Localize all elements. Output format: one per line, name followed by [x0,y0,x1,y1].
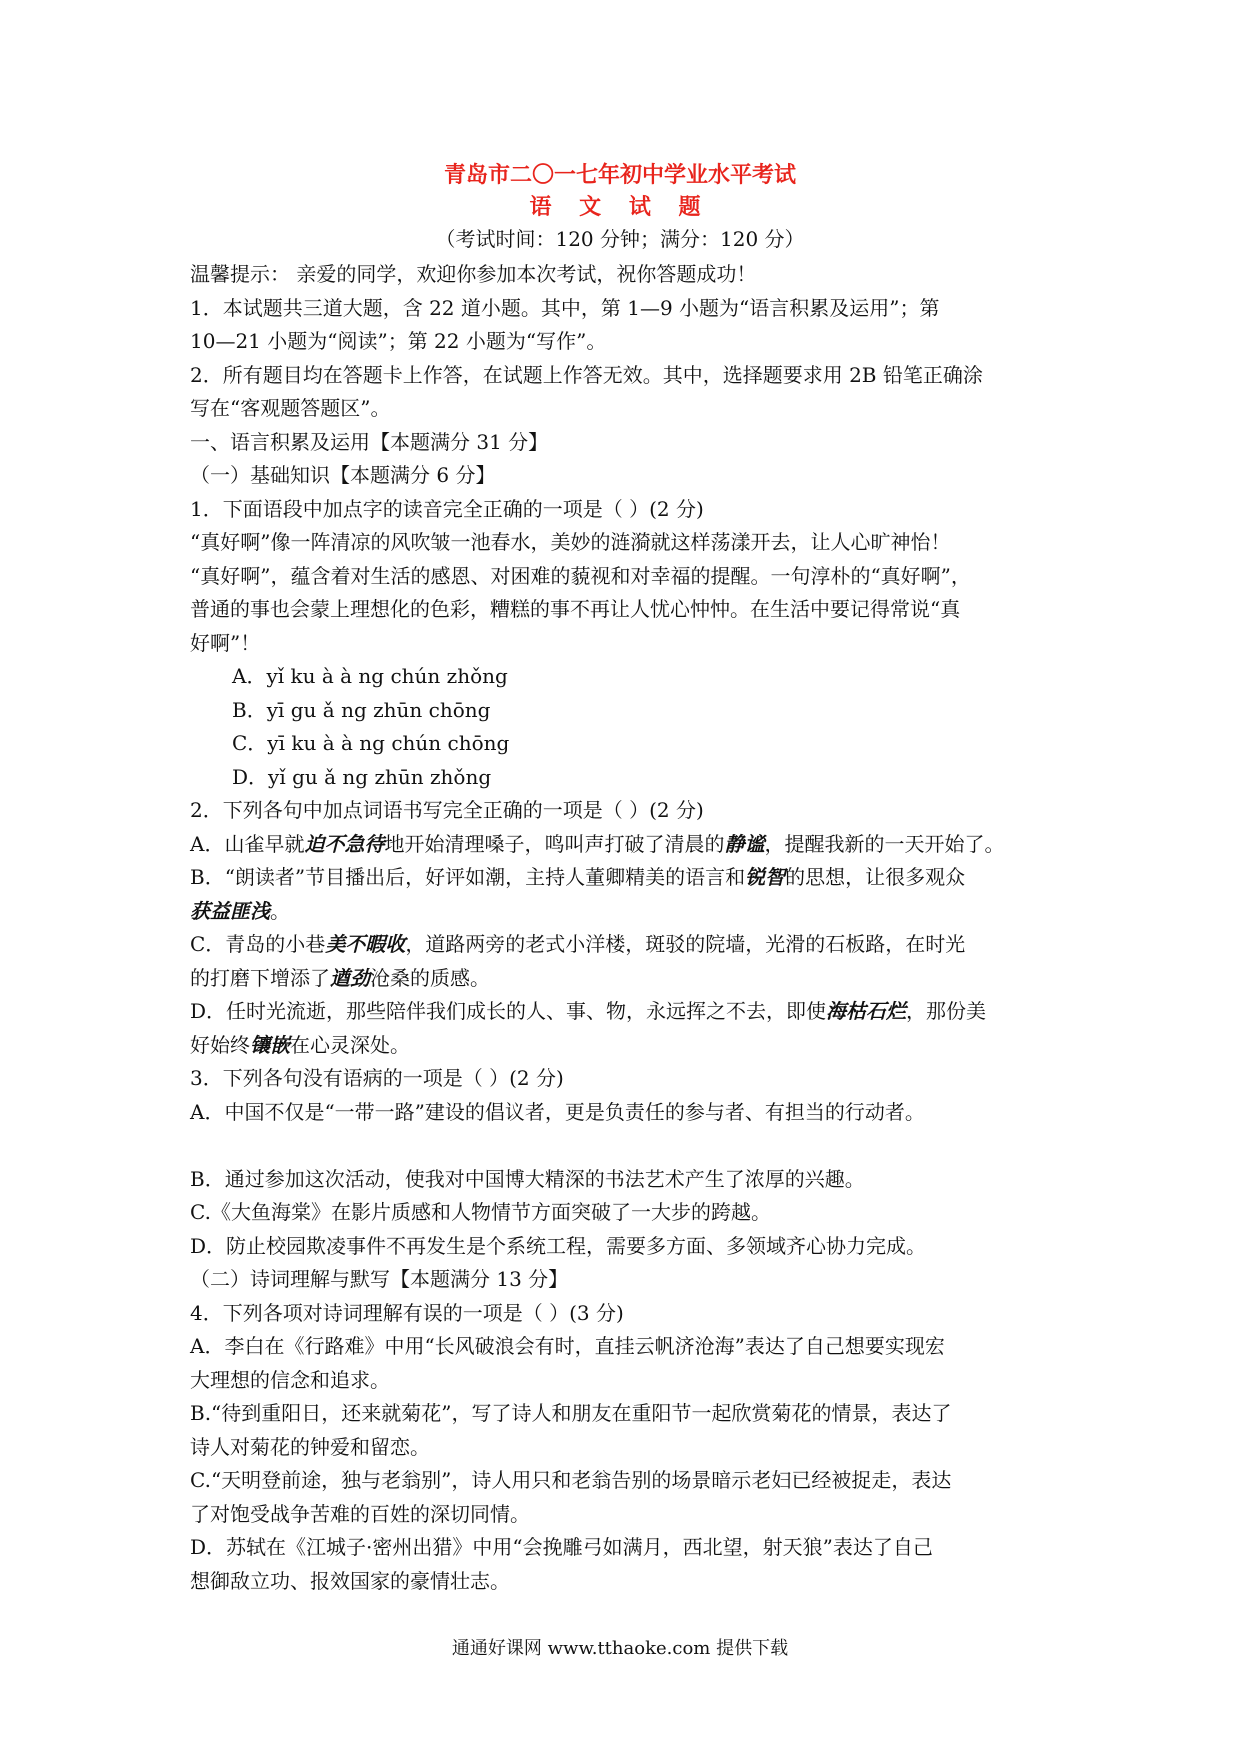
text-segment: 的思想，让很多观众 [785,865,966,889]
q3-option-a: A．中国不仅是“一带一路”建设的倡议者，更是负责任的参与者、有担当的行动者。 [190,1099,925,1124]
text-segment: D．任时光流逝，那些陪伴我们成长的人、事、物，永远挥之不去，即使 [190,999,827,1023]
question-1-stem: 1．下面语段中加点字的读音完全正确的一项是（ ）(2 分) [190,496,704,521]
blank-gap [190,1129,1060,1163]
q1-option-b: B．yī gu ǎ ng zhūn chōng [232,697,491,722]
text-segment: 好始终 [190,1032,250,1057]
instruction-line: 2．所有题目均在答题卡上作答，在试题上作答无效。其中，选择题要求用 2B 铅笔正确涂 [190,362,983,387]
text-segment: 的打磨下增添了 [190,965,330,990]
q2-option-d [190,995,1060,1029]
q4-option-c-cont: 了对饱受战争苦难的百姓的深切同情。 [190,1501,530,1526]
text-segment: A．山雀早就 [190,831,305,856]
q2-option-a [190,828,1060,862]
emphasized-word: 静谧 [724,831,765,856]
question-4-stem: 4．下列各项对诗词理解有误的一项是（ ）(3 分) [190,1300,624,1325]
text-segment: ，提醒我新的一天开始了。 [764,831,1005,856]
q4-option-b-cont: 诗人对菊花的钟爱和留恋。 [190,1434,430,1459]
exam-title: 青岛市二〇一七年初中学业水平考试 [443,162,796,188]
text-segment: 沧桑的质感。 [370,965,490,990]
q3-option-c: C.《大鱼海棠》在影片质感和人物情节方面突破了一大步的跨越。 [190,1200,771,1224]
text-segment: ，那份美 [906,999,987,1023]
exam-meta: （考试时间：120 分钟；满分：120 分） [435,227,805,251]
question-3-stem: 3．下列各句没有语病的一项是（ ）(2 分) [190,1066,564,1090]
q4-option-a: A．李白在《行路难》中用“长风破浪会有时，直挂云帆济沧海”表达了自己想要实现宏 [190,1334,945,1358]
text-segment: C．青岛的小巷 [190,932,326,956]
text-segment: 地开始清理嗓子，鸣叫声打破了清晨的 [384,831,725,856]
section-heading: 一、语言积累及运用【本题满分 31 分】 [190,429,549,454]
text-segment: ，道路两旁的老式小洋楼，斑驳的院墙，光滑的石板路，在时光 [405,932,966,956]
emphasized-word: 美不暇收 [325,932,406,956]
text-segment: 。 [270,898,290,923]
q2-option-d-cont [190,1029,1060,1063]
text-segment: 在心灵深处。 [290,1032,410,1057]
page-footer: 通通好课网 www.tthaoke.com 提供下载 [451,1638,789,1659]
emphasized-word: 遒劲 [330,965,370,990]
q2-option-b-cont [190,895,1060,929]
q4-option-c: C.“天明登前途，独与老翁别”，诗人用只和老翁告别的场景暗示老妇已经被捉走，表达 [190,1468,952,1492]
passage-line: 好啊”！ [190,630,261,655]
q4-option-d: D．苏轼在《江城子·密州出猎》中用“会挽雕弓如满月，西北望，射天狼”表达了自己 [190,1535,933,1559]
q4-option-b: B.“待到重阳日，还来就菊花”，写了诗人和朋友在重阳节一起欣赏菊花的情景，表达了 [190,1401,952,1425]
exam-subtitle: 语 文 试 题 [529,194,711,220]
instruction-line: 写在“客观题答题区”。 [190,396,391,420]
emphasized-word: 镶嵌 [250,1032,290,1057]
instruction-line: 10—21 小题为“阅读”；第 22 小题为“写作”。 [190,329,607,353]
q1-option-d: D．yǐ gu ǎ ng zhūn zhǒng [232,764,492,789]
emphasized-word: 锐智 [745,865,786,889]
exam-content [190,258,1060,1598]
q2-option-c-cont [190,962,1060,996]
emphasized-word: 获益匪浅 [190,898,270,923]
emphasized-word: 海枯石烂 [826,999,907,1023]
passage-line: “真好啊”像一阵清凉的风吹皱一池春水，美妙的涟漪就这样荡漾开去，让人心旷神怡！ [190,530,951,554]
emphasized-word: 迫不急待 [304,831,385,856]
q4-option-d-cont: 想御敌立功、报效国家的豪情壮志。 [190,1568,510,1593]
q1-option-a: A．yǐ ku à à ng chún zhǒng [232,664,508,688]
instruction-line: 1．本试题共三道大题，含 22 道小题。其中，第 1—9 小题为“语言积累及运用”；第 [190,295,940,320]
q3-option-d: D．防止校园欺凌事件不再发生是个系统工程，需要多方面、多领域齐心协力完成。 [190,1233,927,1258]
question-2-stem: 2．下列各句中加点词语书写完全正确的一项是（ ）(2 分) [190,798,704,822]
passage-line: 普通的事也会蒙上理想化的色彩，糟糕的事不再让人忧心忡忡。在生活中要记得常说“真 [190,597,961,621]
q3-option-b: B．通过参加这次活动，使我对中国博大精深的书法艺术产生了浓厚的兴趣。 [190,1166,865,1191]
subsection-heading: （一）基础知识【本题满分 6 分】 [190,463,496,487]
text-segment: B．“朗读者”节目播出后，好评如潮，主持人董卿精美的语言和 [190,865,746,889]
q1-option-c: C．yī ku à à ng chún chōng [232,731,510,755]
reminder-line: 温馨提示： 亲爱的同学，欢迎你参加本次考试，祝你答题成功！ [190,262,757,286]
subsection-heading: （二）诗词理解与默写【本题满分 13 分】 [190,1267,569,1291]
q2-option-c [190,928,1060,962]
q2-option-b [190,861,1060,895]
q4-option-a-cont: 大理想的信念和追求。 [190,1367,390,1392]
passage-line: “真好啊”，蕴含着对生活的感恩、对困难的藐视和对幸福的提醒。一句淳朴的“真好啊”， [190,563,971,588]
